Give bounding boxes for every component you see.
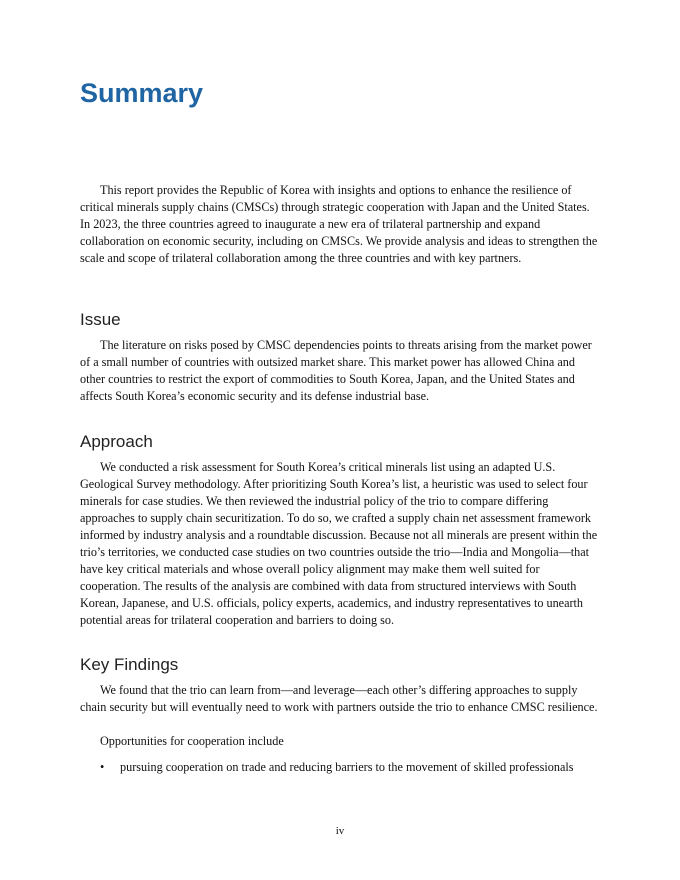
approach-heading: Approach: [80, 432, 153, 451]
bullet-text: pursuing cooperation on trade and reducing barriers to the movement of skilled professionals: [120, 760, 574, 774]
intro-paragraph: This report provides the Republic of Korea with insights and options to enhance the resilience of critical minerals supply chains (CMSCs) through strategic cooperation with Japan and the United States. In 2023, the three countries agreed to inaugurate a new era of trilateral partnership and expand collaboration on economic security, including on CMSCs. We provide analysis and ideas to strengthen the scale and scope of trilateral collaboration among the three countries and with key partners.: [80, 183, 598, 265]
issue-heading: Issue: [80, 310, 121, 329]
issue-paragraph: The literature on risks posed by CMSC dependencies points to threats arising from the market power of a small number of countries with outsized market share. This market power has allowed China and other countries to restrict the export of commodities to South Korea, Japan, and the United States and affects South Korea’s economic security and its defense industrial base.: [80, 338, 592, 403]
bullet-icon: •: [100, 760, 105, 774]
page-number: iv: [335, 825, 345, 837]
key-findings-heading: Key Findings: [80, 655, 179, 674]
key-findings-paragraph: We found that the trio can learn from—and leverage—each other’s differing approaches to supply chain security but will eventually need to work with partners outside the trio to enhance CMSC resilience.: [80, 683, 598, 714]
page-title: Summary: [80, 78, 204, 108]
opportunities-intro: Opportunities for cooperation include: [100, 734, 284, 748]
approach-paragraph: We conducted a risk assessment for South Korea’s critical minerals list using an adapted U.S. Geological Survey methodology. After prioritizing South Korea’s list, a heuristic was used to select four minerals for case studies. We then reviewed the industrial policy of the trio to compare differing approaches to supply chain securitization. To do so, we crafted a supply chain net assessment framework informed by industry analysis and a roundtable discussion. Because not all minerals are present within the trio’s territories, we conducted case studies on two countries outside the trio—India and Mongolia—that have key critical materials and whose overall policy alignment may make them well suited for cooperation. The results of the analysis are combined with data from structured interviews with South Korean, Japanese, and U.S. officials, policy experts, academics, and industry representatives to unearth potential areas for trilateral cooperation and barriers to doing so.: [80, 460, 598, 627]
